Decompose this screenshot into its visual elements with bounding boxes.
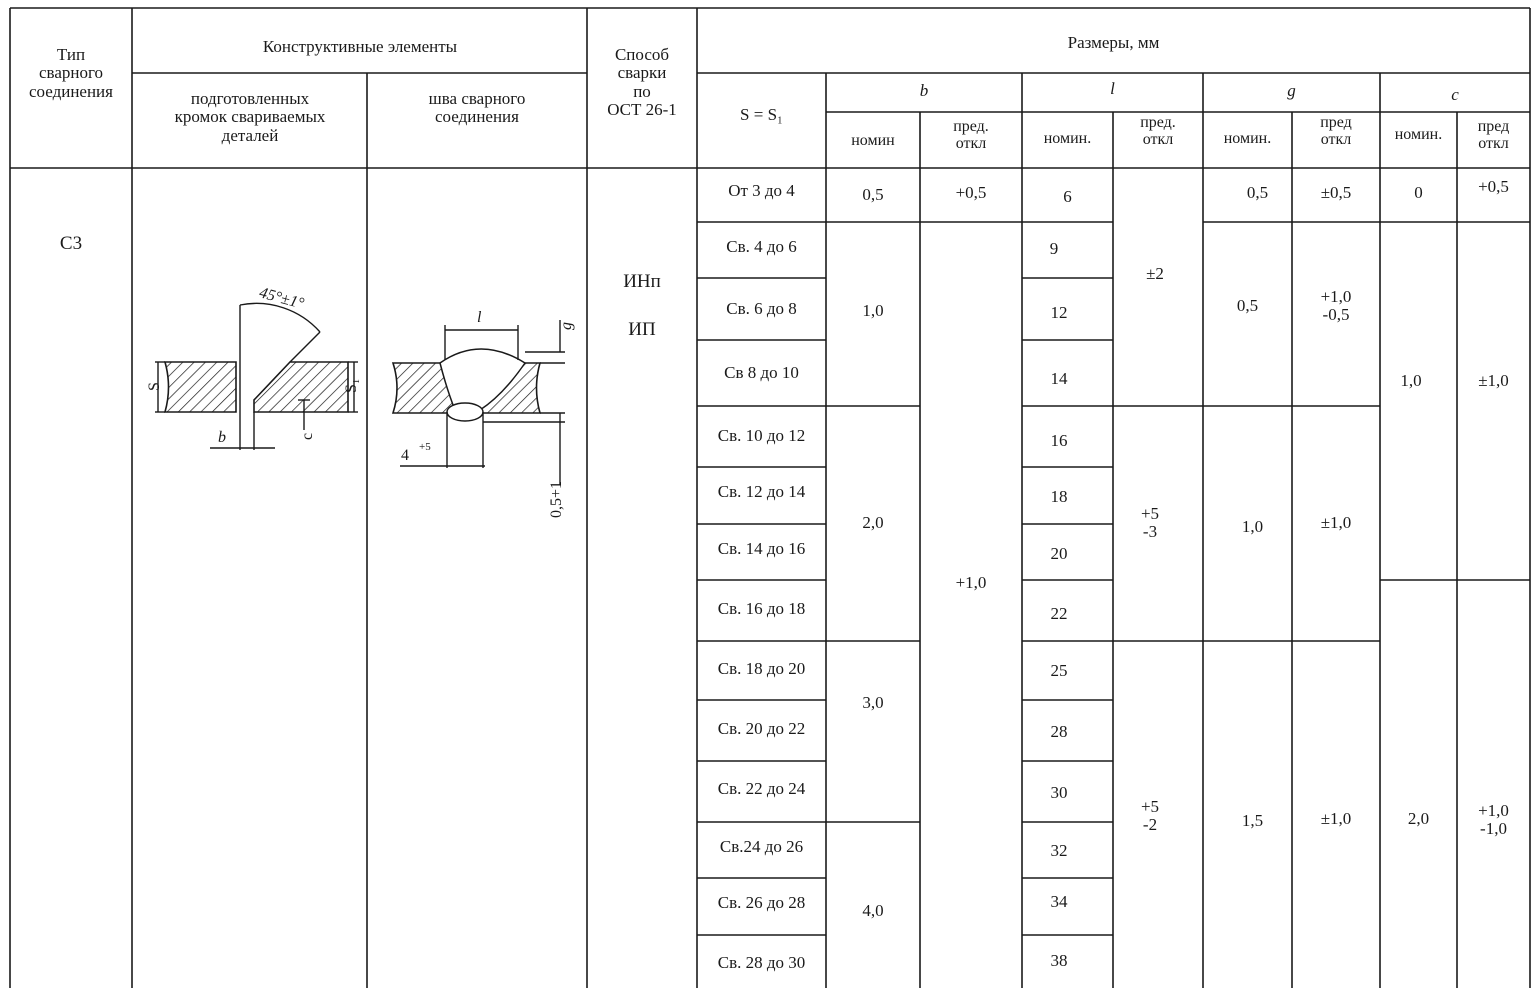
range-row: Св 8 до 10 — [724, 363, 799, 382]
l-nominal-cell: 20 — [1050, 544, 1068, 563]
g-nominal-cell: 1,5 — [1241, 811, 1264, 830]
g-deviation-cell: ±0,5 — [1320, 183, 1352, 202]
l-nominal-cell: 38 — [1050, 951, 1068, 970]
header-g-deviation: пред откл — [1320, 114, 1352, 149]
range-row: Св. 4 до 6 — [726, 237, 797, 256]
range-row: Св.24 до 26 — [719, 837, 804, 856]
l-nominal-cell: 30 — [1050, 783, 1068, 802]
b-dim-label: b — [218, 429, 226, 446]
l-deviation-cell: +5 -2 — [1140, 797, 1160, 835]
method-2: ИП — [628, 319, 656, 340]
c-dim-label: c — [299, 432, 316, 440]
g-nominal-cell: 0,5 — [1246, 183, 1269, 202]
c-deviation-cell: +1,0 -1,0 — [1478, 801, 1509, 839]
l-nominal-cell: 14 — [1050, 369, 1068, 388]
header-b: b — [919, 81, 929, 100]
b-deviation-cell: +1,0 — [955, 573, 987, 592]
range-row: Св. 14 до 16 — [717, 539, 806, 558]
g-deviation-cell: +1,0 -0,5 — [1320, 287, 1352, 325]
c-deviation-cell: +0,5 — [1478, 177, 1509, 196]
g-dim-label: g — [558, 322, 575, 330]
range-row: Св. 6 до 8 — [726, 299, 797, 318]
range-row: Св. 28 до 30 — [717, 953, 806, 972]
g-deviation-cell: ±1,0 — [1320, 809, 1352, 828]
range-row: Св. 10 до 12 — [717, 426, 806, 445]
root-label: 0,5+1 — [548, 480, 565, 518]
l-nominal-cell: 34 — [1050, 892, 1068, 911]
header-b-nominal: номин — [851, 132, 895, 149]
b-nominal-cell: 1,0 — [862, 301, 884, 320]
header-g: g — [1287, 81, 1296, 100]
method-1: ИНп — [623, 271, 661, 292]
b-deviation-cell: +0,5 — [955, 183, 987, 202]
gap-tol-label: +5 — [419, 441, 431, 453]
header-c-deviation: пред откл — [1477, 118, 1510, 153]
weld-seam-drawing — [385, 300, 580, 518]
c-deviation-cell: ±1,0 — [1478, 371, 1509, 390]
l-nominal-cell: 22 — [1050, 604, 1068, 623]
l-nominal-cell: 32 — [1050, 841, 1068, 860]
header-g-nominal: номин. — [1223, 130, 1272, 147]
g-deviation-cell: ±1,0 — [1320, 513, 1352, 532]
header-weld-seam: шва сварного соединения — [428, 89, 526, 127]
l-nominal-cell: 12 — [1050, 303, 1068, 322]
header-prepared-edges: подготовленных кромок свариваемых деталей — [174, 89, 326, 145]
range-row: Св. 26 до 28 — [717, 893, 806, 912]
l-deviation-cell: +5 -3 — [1140, 504, 1160, 542]
range-row: Св. 20 до 22 — [717, 719, 806, 738]
g-nominal-cell: 1,0 — [1241, 517, 1264, 536]
l-nominal-cell: 28 — [1050, 722, 1068, 741]
c-nominal-cell: 1,0 — [1400, 371, 1422, 390]
b-nominal-cell: 4,0 — [862, 901, 884, 920]
header-s-label: S = S₁ — [740, 105, 783, 124]
s-label: S — [146, 382, 163, 391]
header-constructive: Конструктивные элементы — [262, 37, 458, 56]
header-b-deviation: пред. откл — [953, 118, 989, 153]
joint-type: С3 — [59, 233, 83, 254]
s1-label: S₁ — [343, 378, 360, 393]
b-nominal-cell: 3,0 — [862, 693, 884, 712]
range-row: Св. 22 до 24 — [717, 779, 806, 798]
range-row: От 3 до 4 — [728, 181, 795, 200]
b-nominal-cell: 2,0 — [862, 513, 884, 532]
b-nominal-cell: 0,5 — [862, 185, 884, 204]
header-c-nominal: номин. — [1394, 126, 1443, 143]
g-nominal-cell: 0,5 — [1236, 296, 1259, 315]
header-l: l — [1110, 79, 1115, 98]
l-dim-label: l — [477, 309, 482, 326]
c-nominal-cell: 2,0 — [1407, 809, 1430, 828]
header-sizes: Размеры, мм — [1067, 33, 1160, 52]
header-c: c — [1451, 85, 1459, 104]
gap-label: 4 — [401, 447, 409, 464]
l-deviation-cell: ±2 — [1146, 264, 1164, 283]
l-nominal-cell: 16 — [1050, 431, 1068, 450]
range-row: Св. 16 до 18 — [717, 599, 806, 618]
angle-label: 45°±1° — [257, 284, 306, 313]
l-nominal-cell: 6 — [1063, 187, 1072, 206]
header-l-deviation: пред. откл — [1140, 114, 1176, 149]
header-method: Способ сварки по ОСТ 26-1 — [607, 45, 677, 120]
c-nominal-cell: 0 — [1414, 183, 1423, 202]
l-nominal-cell: 18 — [1050, 487, 1068, 506]
prepared-edges-drawing — [146, 270, 365, 470]
header-l-nominal: номин. — [1043, 130, 1092, 147]
range-row: Св. 18 до 20 — [717, 659, 806, 678]
header-joint-type: Тип сварного соединения — [29, 45, 113, 101]
range-row: Св. 12 до 14 — [717, 482, 806, 501]
l-nominal-cell: 9 — [1049, 239, 1059, 258]
l-nominal-cell: 25 — [1050, 661, 1068, 680]
